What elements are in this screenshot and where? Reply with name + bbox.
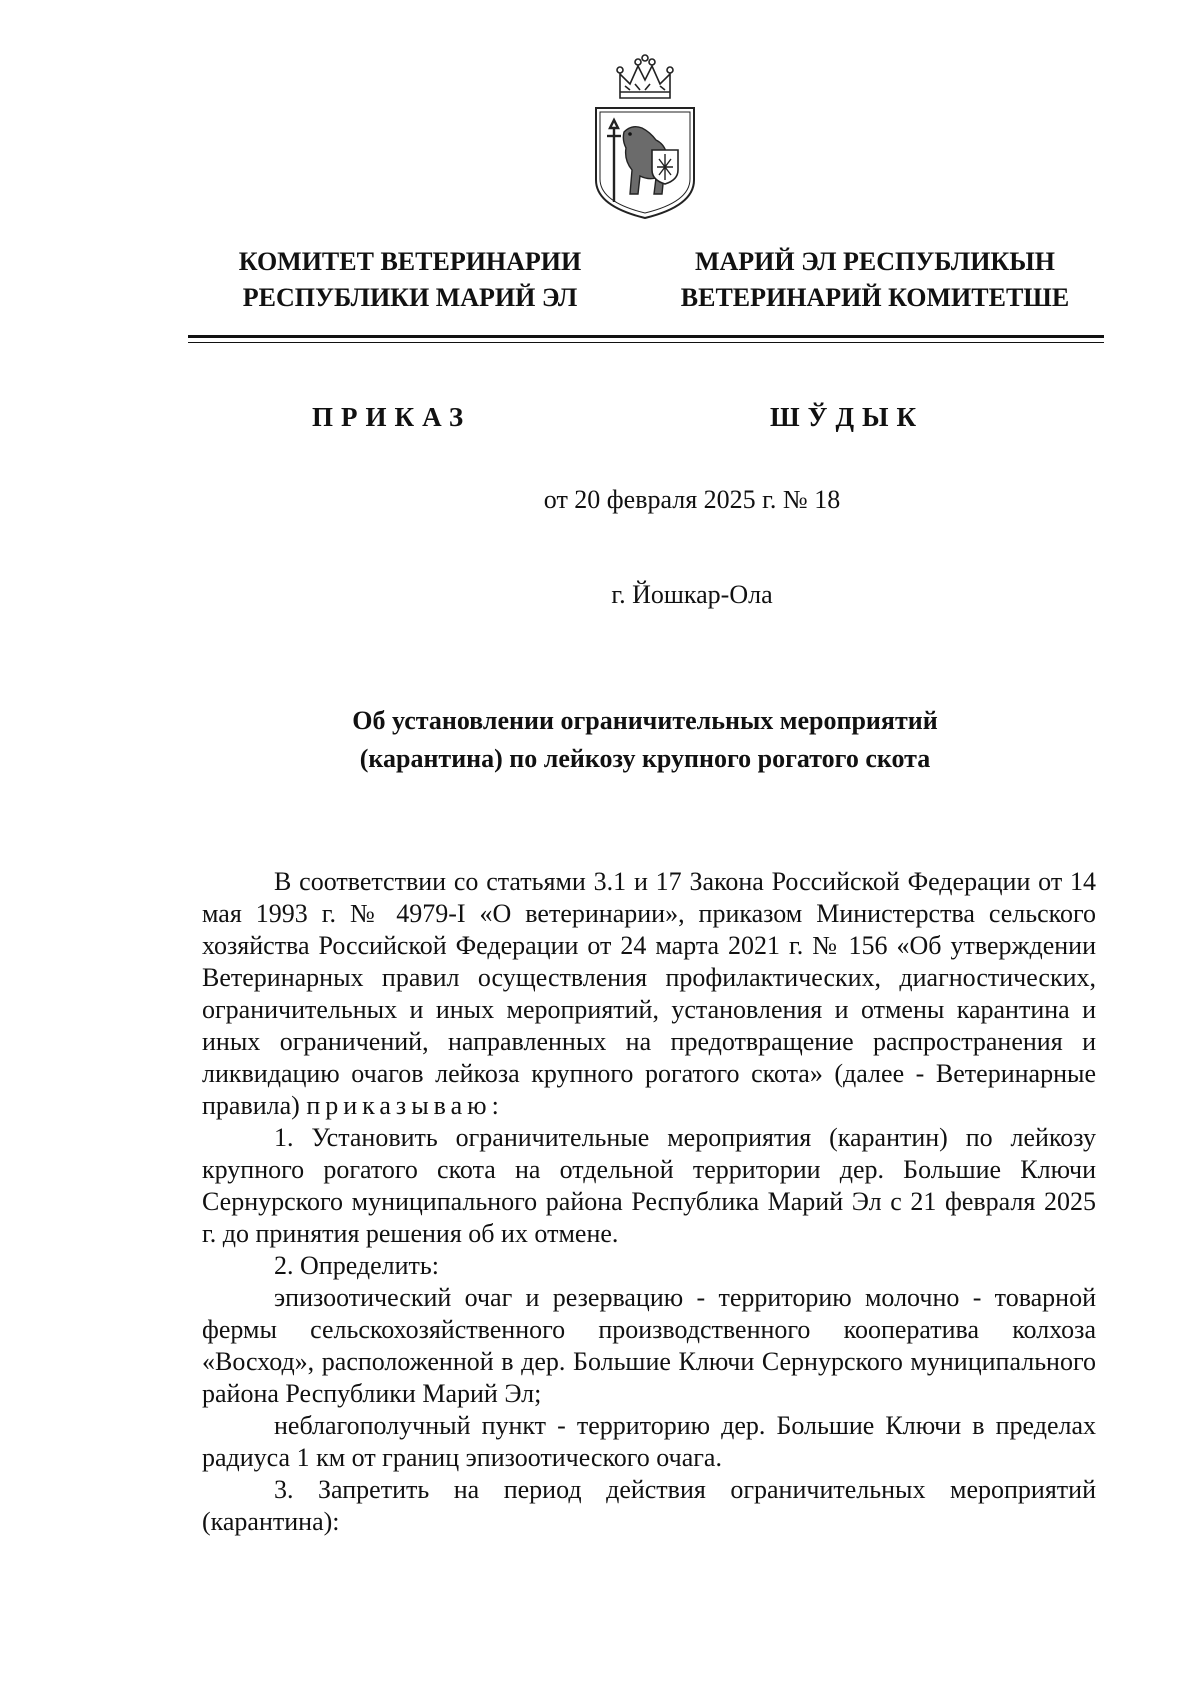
committee-name-russian-line2: РЕСПУБЛИКИ МАРИЙ ЭЛ — [242, 283, 578, 312]
committee-name-mari — [655, 244, 1095, 316]
clause-1-paragraph: 1. Установить ограничительные мероприятия (карантин) по лейкозу крупного рогатого скота на отдельной территории дер. Большие Ключи Сернурского муниципального района Республика Марий Эл с 21 февраля 2025 г. до принятия решения об их отмене. — [202, 1123, 1096, 1248]
order-word: приказываю: — [306, 1091, 504, 1120]
document-title-line2: (карантина) по лейкозу крупного рогатого скота — [359, 744, 931, 773]
order-label-russian: ПРИКАЗ — [312, 402, 472, 432]
order-city: г. Йошкар-Ола — [611, 580, 773, 609]
preamble-text: В соответствии со статьями 3.1 и 17 Закона Российской Федерации от 14 мая 1993 г. № 4979-I «О ветеринарии», приказом Министерства сельского хозяйства Российской Федерации от 24 марта 2021 г. № 156 «Об утверждении Ветеринарных правил осуществления профилактических, диагностических, ограничительных и иных мероприятий, установления и отмены карантина и иных ограничений, направленных на предотвращение распространения и ликвидацию очагов лейкоза крупного рогатого скота» (далее - Ветеринарные правила) — [202, 867, 1096, 1120]
document-title — [230, 702, 1060, 778]
committee-name-mari-line2: ВЕТЕРИНАРИЙ КОМИТЕТШЕ — [680, 283, 1070, 312]
document-body — [202, 866, 1096, 1538]
preamble-paragraph — [202, 866, 1096, 1122]
coat-of-arms-emblem — [590, 40, 700, 220]
order-date-number: от 20 февраля 2025 г. № 18 — [543, 485, 841, 514]
clause-3-paragraph: 3. Запретить на период действия ограничительных мероприятий (карантина): — [202, 1475, 1096, 1536]
clause-2-unfavorable-point-paragraph: неблагополучный пункт - территорию дер. Большие Ключи в пределах радиуса 1 км от границ эпизоотического очага. — [202, 1411, 1096, 1472]
header-divider-thin — [188, 342, 1104, 343]
clause-2-outbreak-paragraph: эпизоотический очаг и резервацию - территорию молочно - товарной фермы сельскохозяйственного производственного кооператива колхоза «Восход», расположенной в дер. Большие Ключи Сернурского муниципального района Республики Марий Эл; — [202, 1283, 1096, 1408]
document-title-line1: Об установлении ограничительных мероприятий — [352, 706, 938, 735]
clause-2-paragraph: 2. Определить: — [274, 1251, 439, 1280]
order-label-mari: ШЎДЫК — [770, 402, 925, 432]
committee-name-russian — [200, 244, 620, 316]
header-divider-thick — [188, 335, 1104, 338]
committee-name-russian-line1: КОМИТЕТ ВЕТЕРИНАРИИ — [238, 247, 582, 276]
committee-name-mari-line1: МАРИЙ ЭЛ РЕСПУБЛИКЫН — [694, 247, 1056, 276]
